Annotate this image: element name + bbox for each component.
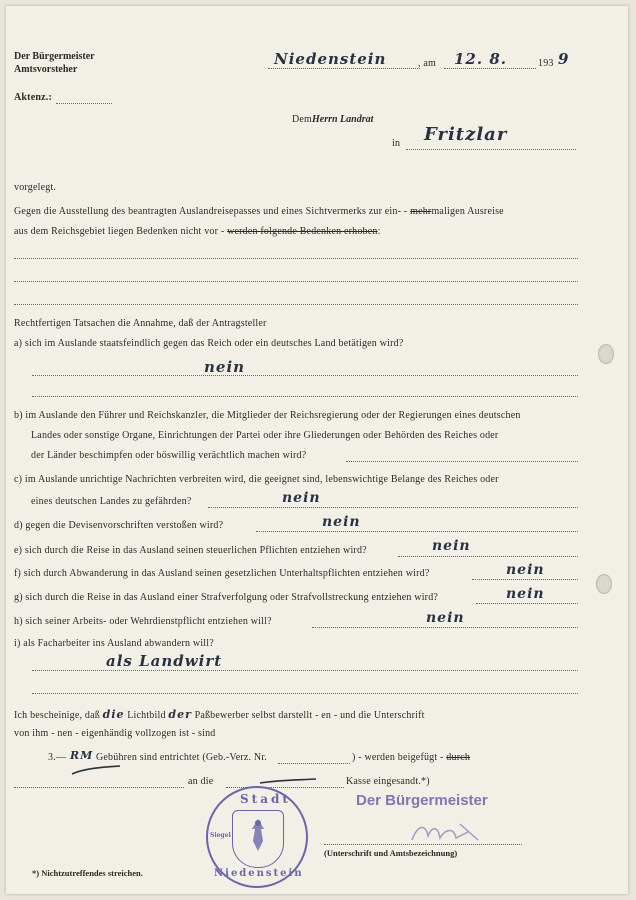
signature-caption: (Unterschrift und Amtsbezeichnung) <box>324 848 458 858</box>
fee-date-line <box>14 787 184 788</box>
fee-line-1b <box>352 752 470 763</box>
answer-e-line <box>398 556 578 557</box>
question-f: f) sich durch Abwanderung in das Ausland seinen gesetzlichen Unterhaltspflichten entziehen wird? <box>14 568 430 579</box>
intro-line-2b: : <box>377 226 381 237</box>
answer-f-line <box>472 579 578 580</box>
place-line <box>268 68 420 69</box>
office-line-1: Der Bürgermeister <box>14 51 95 62</box>
question-d: d) gegen die Devisenvorschriften verstoßen wird? <box>14 520 224 531</box>
question-b-line-3: der Länder beschimpfen oder böswillig verächtlich machen wird? <box>31 450 307 461</box>
answer-d-line <box>256 531 578 532</box>
intro-line-1a: Gegen die Ausstellung des beantragten Auslandreisepasses und eines Sichtvermerks zur ein- - <box>14 206 408 217</box>
office-line-2: Amtsvorsteher <box>14 64 78 75</box>
answer-g-line <box>476 603 578 604</box>
fee-1b-struck: durch <box>446 752 471 763</box>
date-line <box>444 68 536 69</box>
fee-line-2a: an die <box>188 776 214 787</box>
objection-line-3 <box>14 304 578 305</box>
fee-amount: 3.— <box>48 752 67 763</box>
answer-e: nein <box>432 538 471 554</box>
place-handwritten: Niedenstein <box>274 50 387 68</box>
date-handwritten: 12. 8. <box>454 50 507 68</box>
seal-shield-icon <box>232 810 284 868</box>
answer-i-line-2 <box>32 693 578 694</box>
answer-i: als Landwirt <box>106 652 223 670</box>
seal-top-text: Stadt <box>240 792 291 806</box>
fee-number-line <box>278 763 350 764</box>
certification-line-1 <box>14 708 425 721</box>
fee-kasse-dash <box>258 776 318 786</box>
in-label: in <box>392 138 401 149</box>
objection-line-2 <box>14 281 578 282</box>
answer-b-line <box>346 461 578 462</box>
seal-side-text: Siegel <box>210 832 231 839</box>
aktenz-line <box>56 103 112 104</box>
city-handwritten: Fritzlar <box>424 124 508 145</box>
question-a: a) sich im Auslande staatsfeindlich gegen das Reich oder ein deutsches Land betätigen wird? <box>14 338 404 349</box>
official-seal <box>206 786 308 888</box>
cert-1c: Paßbewerber selbst darstellt - en - und die Unterschrift <box>194 710 425 721</box>
footnote: *) Nichtzutreffendes streichen. <box>32 868 143 878</box>
answer-h: nein <box>426 610 465 626</box>
answer-f: nein <box>506 562 545 578</box>
bleed-through-text <box>306 20 309 35</box>
official-title-stamp: Der Bürgermeister <box>356 792 488 809</box>
intro-line-1 <box>14 206 504 217</box>
punch-hole-bottom <box>596 574 612 594</box>
addressee-prefix: Dem <box>292 114 313 125</box>
question-h: h) sich seiner Arbeits- oder Wehrdienstpflicht entziehen will? <box>14 616 272 627</box>
question-g: g) sich durch die Reise in das Ausland einer Strafverfolgung oder Strafvollstreckung entziehen wird? <box>14 592 439 603</box>
year-prefix: 193 <box>538 58 554 69</box>
question-b-line-2: Landes oder sonstige Organe, Einrichtungen der Partei oder ihre Gliederungen oder Behörden des Reiches oder <box>31 430 499 441</box>
intro-line-2a: aus dem Reichsgebiet liegen Bedenken nicht vor - <box>14 226 225 237</box>
cert-die-handwritten: die <box>102 708 125 721</box>
answer-i-line <box>32 670 578 671</box>
city-line <box>406 149 576 150</box>
certification-line-2: von ihm - nen - eigenhändig vollzogen ist - sind <box>14 728 216 739</box>
cert-1a: Ich bescheinige, daß <box>14 710 100 721</box>
fee-1b-text: ) - werden beigefügt - <box>352 752 444 763</box>
am-label: , am <box>418 58 437 69</box>
intro-line-2 <box>14 226 381 237</box>
questions-intro: Rechtfertigen Tatsachen die Annahme, daß der Antragsteller <box>14 318 267 329</box>
intro-line-1b: maligen Ausreise <box>431 206 504 217</box>
aktenz-label: Aktenz.: <box>14 92 52 103</box>
fee-line-2b: Kasse eingesandt.*) <box>346 776 430 787</box>
question-i: i) als Facharbeiter ins Ausland abwandern will? <box>14 638 214 649</box>
fee-line-1a: Gebühren sind entrichtet (Geb.-Verz. Nr. <box>96 752 267 763</box>
question-e: e) sich durch die Reise in das Ausland seinen steuerlichen Pflichten entziehen wird? <box>14 545 367 556</box>
question-c-line-1: c) im Auslande unrichtige Nachrichten verbreiten wird, die geeignet sind, lebenswichtige Belange des Reiches oder <box>14 474 499 485</box>
cert-1b: Lichtbild <box>127 710 166 721</box>
fee-rm: RM <box>70 749 94 762</box>
punch-hole-top <box>598 344 614 364</box>
signature-line <box>324 844 522 845</box>
addressee-title: Herrn Landrat <box>312 114 374 125</box>
answer-g: nein <box>506 586 545 602</box>
answer-c-line <box>208 507 578 508</box>
answer-d: nein <box>322 514 361 530</box>
answer-c: nein <box>282 490 321 506</box>
answer-a: nein <box>204 358 246 376</box>
question-b-line-1: b) im Auslande den Führer und Reichskanzler, die Mitglieder der Reichsregierung oder der Regierungen eines deutschen <box>14 410 521 421</box>
question-c-line-2: eines deutschen Landes zu gefährden? <box>31 496 192 507</box>
document-page <box>6 6 628 894</box>
intro-line-1-struck: mehr <box>410 206 432 217</box>
answer-a-line-2 <box>32 396 578 397</box>
seal-bottom-text: Niedenstein <box>214 868 304 879</box>
answer-h-line <box>312 627 578 628</box>
objection-line-1 <box>14 258 578 259</box>
intro-line-2-struck: werden folgende Bedenken erhoben <box>227 226 378 237</box>
answer-a-line <box>32 375 578 376</box>
year-handwritten: 9 <box>558 50 570 68</box>
vorgelegt-text: vorgelegt. <box>14 182 57 193</box>
cert-der-handwritten: der <box>168 708 192 721</box>
fee-dash-mark <box>70 764 122 776</box>
